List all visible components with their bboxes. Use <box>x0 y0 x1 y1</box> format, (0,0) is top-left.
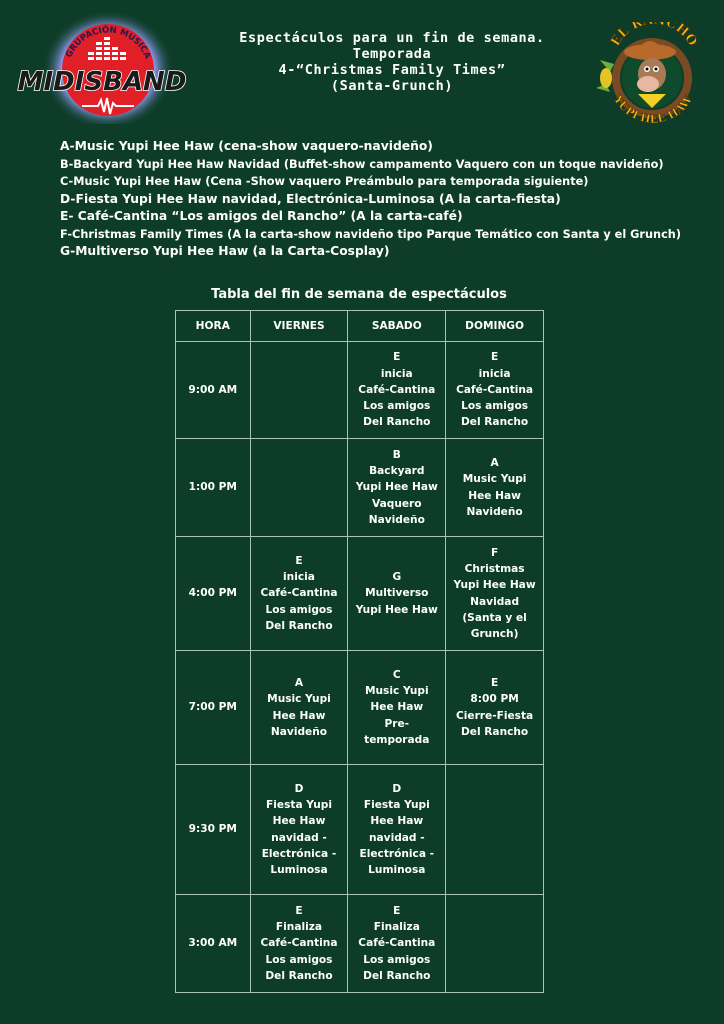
table-header-row <box>176 311 544 342</box>
cell-line: inicia <box>478 367 511 380</box>
cell-line: Del Rancho <box>265 619 333 632</box>
cell-line: Navidad <box>470 595 520 608</box>
cell-line: Navideño <box>466 505 523 518</box>
cell-line: Café-Cantina <box>358 383 436 396</box>
cell-viernes <box>250 651 348 765</box>
cell-line: Los amigos <box>265 603 333 616</box>
cell-viernes <box>250 895 348 993</box>
cell-line: Café-Cantina <box>358 937 436 950</box>
cell-sabado <box>348 651 446 765</box>
cell-domingo <box>446 651 544 765</box>
cell-line: Backyard <box>369 465 425 478</box>
cell-domingo <box>446 439 544 537</box>
cell-line: Del Rancho <box>460 416 529 429</box>
cell-line: Vaquero <box>371 497 422 510</box>
show-legend <box>60 138 720 261</box>
cell-line: B <box>392 448 401 461</box>
cell-line: navidad - <box>271 831 327 844</box>
cell-viernes <box>250 537 348 651</box>
legend-item: D-Fiesta Yupi Hee Haw navidad, Electrónica-Luminosa (A la carta-fiesta) <box>60 191 561 206</box>
cell-line: Los amigos <box>363 953 431 966</box>
cell-hora: 9:00 AM <box>176 342 251 439</box>
table-row <box>176 439 544 537</box>
cell-sabado <box>348 439 446 537</box>
legend-item: A-Music Yupi Hee Haw (cena-show vaquero-navideño) <box>60 139 433 153</box>
cell-line: Hee Haw <box>370 701 424 714</box>
header-viernes: VIERNES <box>250 311 348 342</box>
cell-line: Yupi Hee Haw <box>453 579 536 592</box>
cell-line: A <box>490 456 499 469</box>
table-title: Tabla del fin de semana de espectáculos <box>211 287 507 302</box>
page-title <box>196 30 588 94</box>
cell-line: inicia <box>380 367 413 380</box>
legend-item: G-Multiverso Yupi Hee Haw (a la Carta-Cosplay) <box>60 244 390 258</box>
cell-sabado <box>348 537 446 651</box>
cell-line: Luminosa <box>270 864 328 877</box>
header-hora: HORA <box>176 311 251 342</box>
cell-hora: 1:00 PM <box>176 439 251 537</box>
cell-line: F <box>490 546 499 559</box>
cell-hora: 4:00 PM <box>176 537 251 651</box>
cell-hora: 9:30 PM <box>176 765 251 895</box>
cell-line: temporada <box>364 733 430 746</box>
cell-line: C <box>392 668 401 681</box>
cell-line: (Santa y el <box>462 611 527 624</box>
table-row <box>176 895 544 993</box>
cell-line: Del Rancho <box>363 969 431 982</box>
legend-item: F-Christmas Family Times (A la carta-show navideño tipo Parque Temático con Santa y el Grunch) <box>60 227 681 241</box>
logo-name: MIDISBAND <box>17 67 187 97</box>
cell-line: Del Rancho <box>265 969 333 982</box>
cell-line: inicia <box>283 571 315 584</box>
cell-line: Café-Cantina <box>456 383 534 396</box>
cell-line: Luminosa <box>368 864 426 877</box>
cell-line: Navideño <box>270 725 328 738</box>
cell-line: Hee Haw <box>370 815 424 828</box>
cell-viernes <box>250 439 348 537</box>
rancho-bottom-text: YUPI HEE HAW <box>611 93 696 126</box>
cell-line: Finaliza <box>275 921 323 934</box>
cell-line: Del Rancho <box>363 416 431 429</box>
cell-line: Cierre-Fiesta <box>455 709 534 722</box>
cell-domingo <box>446 895 544 993</box>
cell-domingo <box>446 342 544 439</box>
table-row <box>176 651 544 765</box>
cell-line: Del Rancho <box>460 725 529 738</box>
legend-item: B-Backyard Yupi Hee Haw Navidad (Buffet-show campamento Vaquero con un toque navideño) <box>60 157 664 171</box>
schedule-table <box>175 310 544 993</box>
cell-line: Electrónica - <box>359 847 435 860</box>
cell-hora: 7:00 PM <box>176 651 251 765</box>
cell-line: Hee Haw <box>272 815 326 828</box>
cell-line: Pre- <box>384 717 410 730</box>
cell-line: Finaliza <box>373 921 420 934</box>
cell-line: navidad - <box>368 831 425 844</box>
cell-line: Hee Haw <box>272 709 326 722</box>
table-row <box>176 537 544 651</box>
cell-line: Electrónica - <box>261 847 337 860</box>
title-line: Temporada <box>352 46 432 62</box>
cell-line: Hee Haw <box>468 489 521 502</box>
rancho-top-text: EL R CHO <box>608 22 700 49</box>
cell-line: Music Yupi <box>267 693 331 706</box>
cell-line: E <box>295 554 303 567</box>
cell-line: E <box>295 904 303 917</box>
cell-line: Navideño <box>368 513 425 526</box>
table-row <box>176 765 544 895</box>
el-rancho-logo <box>592 22 710 128</box>
header-domingo: DOMINGO <box>446 311 544 342</box>
cell-sabado <box>348 765 446 895</box>
cell-line: Fiesta Yupi <box>363 798 430 811</box>
cell-line: E <box>490 351 499 364</box>
logo-tagline: GRUPACIÓN MUSICA <box>64 25 153 61</box>
cell-domingo <box>446 537 544 651</box>
cell-line: Los amigos <box>363 400 431 413</box>
cell-line: E <box>393 904 401 917</box>
midisband-logo <box>12 8 194 124</box>
cell-line: Café-Cantina <box>260 937 338 950</box>
title-line: (Santa-Grunch) <box>330 78 454 94</box>
table-row <box>176 342 544 439</box>
header-sabado: SABADO <box>348 311 446 342</box>
cell-line: Café-Cantina <box>260 587 338 600</box>
cell-line: E <box>490 676 499 689</box>
cell-line: Music Yupi <box>364 685 429 698</box>
cell-line: 8:00 PM <box>470 693 519 706</box>
cell-line: E <box>393 351 401 364</box>
cell-sabado <box>348 895 446 993</box>
cell-line: Yupi Hee Haw <box>355 603 438 616</box>
title-line: 4-“Christmas Family Times” <box>278 62 506 78</box>
title-line: Espectáculos para un fin de semana. <box>239 30 545 46</box>
cell-domingo <box>446 765 544 895</box>
cell-line: G <box>392 571 402 584</box>
cell-line: Los amigos <box>461 400 529 413</box>
legend-item: C-Music Yupi Hee Haw (Cena -Show vaquero Preámbulo para temporada siguiente) <box>60 175 589 188</box>
legend-item: E- Café-Cantina “Los amigos del Rancho” (A la carta-café) <box>60 209 463 223</box>
cell-line: Los amigos <box>265 953 333 966</box>
cell-sabado <box>348 342 446 439</box>
cell-viernes <box>250 342 348 439</box>
cell-hora: 3:00 AM <box>176 895 251 993</box>
cell-line: Music Yupi <box>462 473 527 486</box>
cell-line: A <box>294 676 304 689</box>
cell-viernes <box>250 765 348 895</box>
cell-line: D <box>294 782 304 795</box>
cell-line: Christmas <box>464 562 525 575</box>
cell-line: Grunch) <box>470 628 519 641</box>
cell-line: Multiverso <box>365 587 429 600</box>
cell-line: D <box>392 782 402 795</box>
cell-line: Yupi Hee Haw <box>355 481 438 494</box>
cell-line: Fiesta Yupi <box>266 798 332 811</box>
